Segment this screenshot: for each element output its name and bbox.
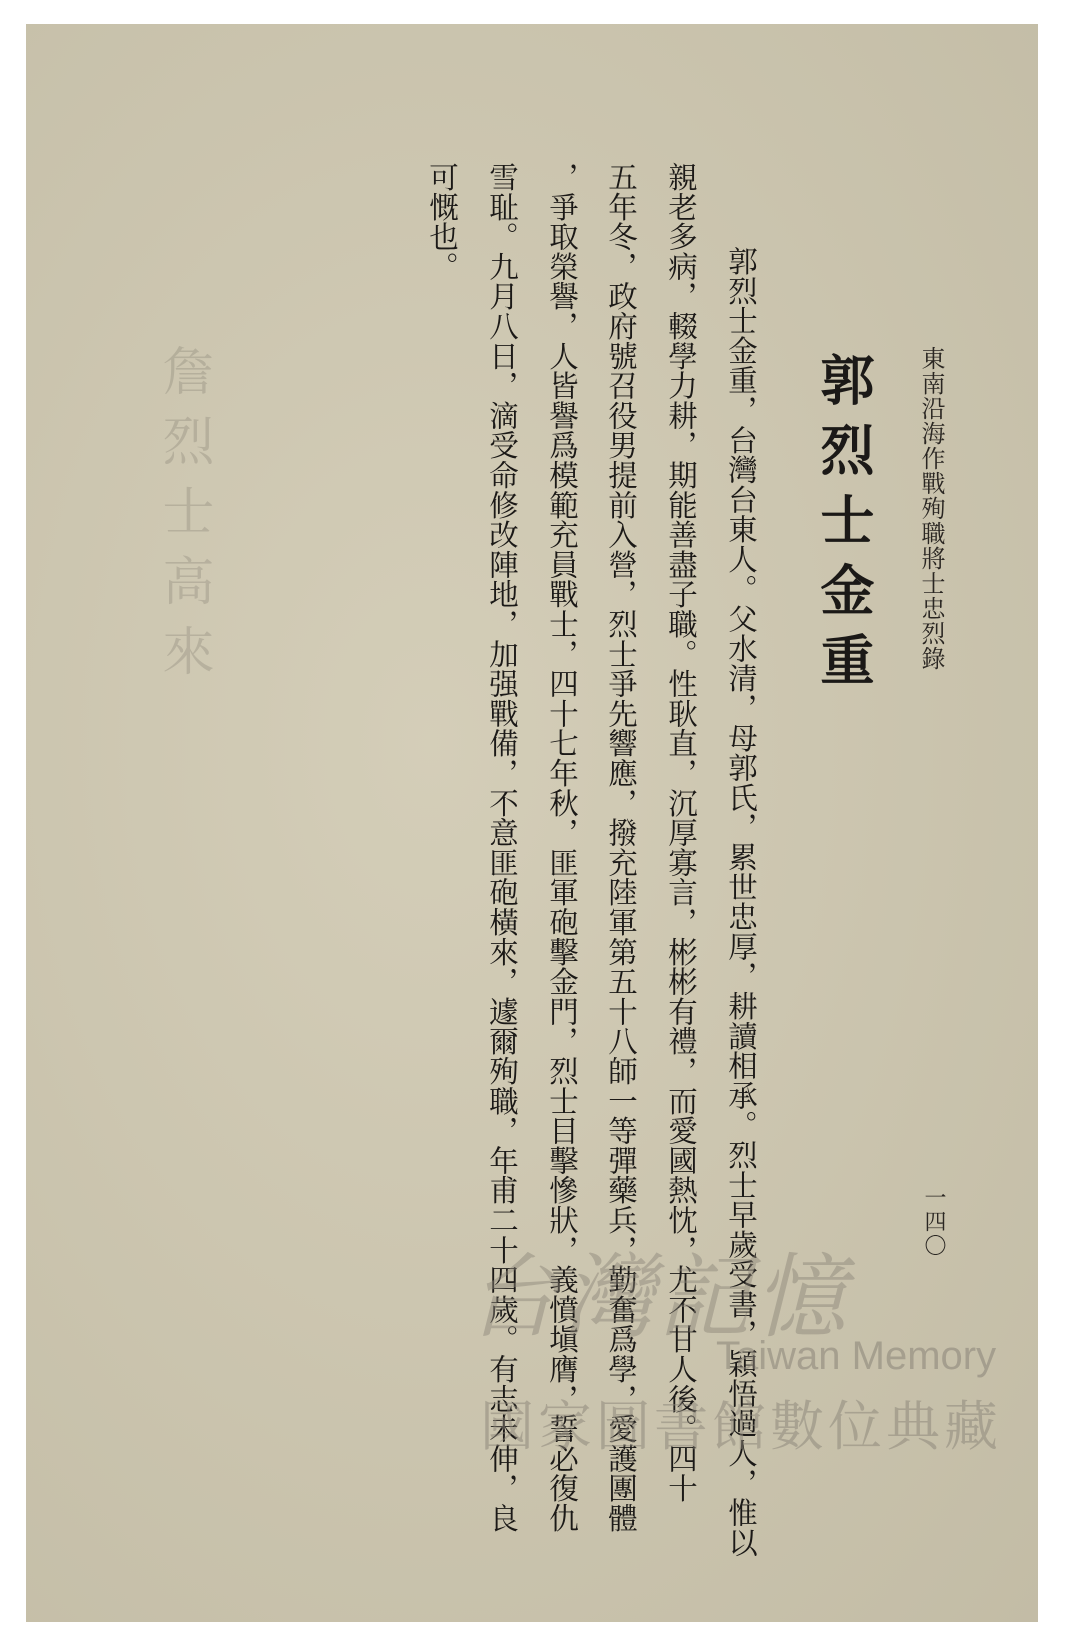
body-line-4: ，爭取榮譽，人皆譽爲模範充員戰士，四十七年秋，匪軍砲擊金門，烈士目擊慘狀，義憤塡膺，誓必復仇 [545, 162, 579, 1533]
watermark-script: 台灣記憶 [466, 1244, 851, 1351]
watermark-english: Taiwan Memory [716, 1334, 997, 1378]
library-watermark [466, 1224, 1026, 1464]
page-number: 一四〇 [921, 1186, 946, 1258]
bleed-through-title: 詹烈士高來 [153, 344, 213, 694]
watermark-chinese: 國家圖書館數位典藏 [480, 1395, 1002, 1458]
body-line-1: 郭烈士金重，台灣台東人。父水清，母郭氏，累世忠厚，耕讀相承。烈士早歲受書，穎悟過人，惟以 [724, 246, 758, 1558]
article-title: 郭烈士金重 [812, 352, 876, 702]
body-line-6: 可慨也。 [425, 162, 459, 282]
book-page [26, 24, 1038, 1622]
body-line-3: 五年冬，政府號召役男提前入營，烈士爭先響應，撥充陸軍第五十八師一等彈藥兵，勤奮爲學，愛護團體 [604, 162, 638, 1533]
body-line-2: 親老多病，輟學力耕，期能善盡子職。性耿直，沉厚寡言，彬彬有禮，而愛國熱忱，尤不甘人後。四十 [664, 162, 698, 1503]
body-line-5: 雪耻。九月八日，滴受命修改陣地，加强戰備，不意匪砲橫來，遽爾殉職，年甫二十四歲。有志未伸，良 [485, 162, 519, 1533]
running-header: 東南沿海作戰殉職將士忠烈錄 [917, 346, 945, 671]
